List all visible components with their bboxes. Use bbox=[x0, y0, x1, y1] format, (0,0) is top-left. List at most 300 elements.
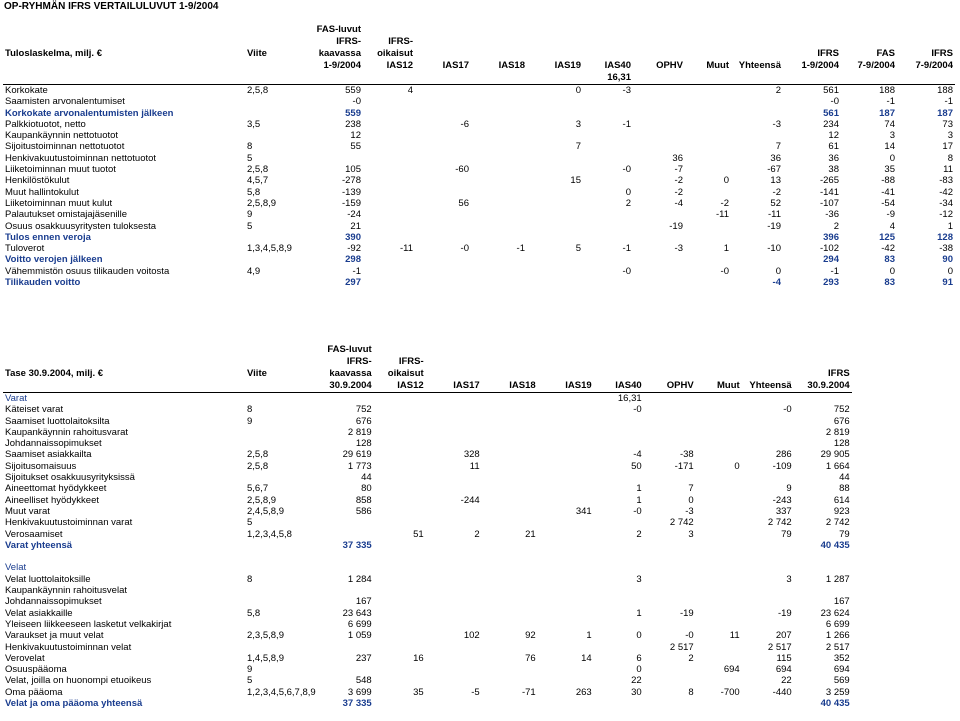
value-cell: 15 bbox=[570, 175, 581, 187]
row-label: Tulos ennen veroja bbox=[5, 231, 91, 243]
income-column-header bbox=[415, 48, 471, 60]
balance-row bbox=[3, 675, 852, 686]
value-cell bbox=[374, 698, 426, 709]
value-cell: 51 bbox=[413, 528, 424, 540]
income-header-row bbox=[3, 36, 955, 48]
value-cell bbox=[482, 608, 538, 619]
value-cell bbox=[426, 483, 482, 494]
income-column-header bbox=[897, 24, 955, 36]
value-cell bbox=[742, 393, 794, 405]
value-cell: 676 bbox=[355, 415, 372, 427]
value-cell: 2 bbox=[625, 197, 631, 209]
note-reference: 8 bbox=[247, 141, 253, 153]
balance-column-header: IFRS- bbox=[398, 356, 424, 367]
balance-column-header bbox=[241, 380, 318, 393]
value-cell: 2 819 bbox=[347, 426, 372, 438]
value-cell bbox=[471, 254, 527, 265]
value-cell bbox=[538, 404, 594, 415]
note-reference: 4,5,7 bbox=[247, 175, 269, 187]
value-cell bbox=[374, 393, 426, 405]
value-cell: 2 bbox=[474, 528, 480, 540]
value-cell bbox=[363, 141, 415, 152]
value-cell bbox=[482, 540, 538, 551]
row-label: Sijoitustoiminnan nettotuotot bbox=[5, 141, 125, 153]
value-cell: 5 bbox=[575, 243, 581, 255]
row-label: Liiketoiminnan muut tuotot bbox=[5, 164, 116, 176]
income-row bbox=[3, 232, 955, 243]
value-cell: 17 bbox=[942, 141, 953, 153]
value-cell bbox=[633, 108, 685, 119]
row-label: Verosaamiset bbox=[5, 528, 63, 540]
value-cell bbox=[696, 540, 742, 551]
value-cell bbox=[538, 461, 594, 472]
value-cell: 2 517 bbox=[767, 641, 792, 653]
value-cell bbox=[696, 653, 742, 664]
value-cell bbox=[685, 254, 731, 265]
balance-row bbox=[3, 529, 852, 540]
income-column-header bbox=[841, 24, 897, 36]
value-cell: 3 bbox=[575, 118, 581, 130]
balance-header-title bbox=[3, 356, 241, 368]
value-cell bbox=[374, 585, 426, 596]
value-cell bbox=[471, 153, 527, 164]
value-cell bbox=[426, 642, 482, 653]
row-label: Muut varat bbox=[5, 505, 50, 517]
value-cell bbox=[374, 642, 426, 653]
value-cell: 105 bbox=[345, 164, 361, 176]
value-cell: -67 bbox=[767, 164, 781, 176]
value-cell: -71 bbox=[521, 686, 536, 698]
value-cell: -102 bbox=[819, 243, 839, 255]
value-cell bbox=[594, 619, 644, 630]
row-label: Korkokate bbox=[5, 85, 48, 96]
note-reference bbox=[241, 232, 307, 243]
value-cell bbox=[527, 254, 583, 265]
balance-row bbox=[3, 540, 852, 551]
value-cell bbox=[538, 664, 594, 675]
value-cell: 3 259 bbox=[825, 686, 850, 698]
value-cell bbox=[374, 540, 426, 551]
value-cell bbox=[633, 266, 685, 277]
income-column-header: IAS19 bbox=[554, 60, 581, 71]
row-label: Tuloverot bbox=[5, 243, 45, 255]
income-column-header bbox=[841, 36, 897, 48]
balance-column-header bbox=[482, 368, 538, 380]
value-cell: 0 bbox=[889, 152, 895, 164]
value-cell: -159 bbox=[341, 197, 361, 209]
income-column-header bbox=[731, 72, 783, 85]
balance-row bbox=[3, 449, 852, 460]
income-row bbox=[3, 266, 955, 277]
value-cell bbox=[415, 108, 471, 119]
income-column-header: IFRS bbox=[931, 48, 953, 59]
note-reference bbox=[241, 540, 318, 551]
value-cell: -6 bbox=[460, 118, 469, 130]
value-cell: -4 bbox=[633, 449, 642, 461]
income-statement-table bbox=[3, 24, 955, 288]
value-cell: 128 bbox=[833, 438, 850, 450]
value-cell bbox=[644, 438, 696, 449]
value-cell: 561 bbox=[823, 107, 839, 119]
note-reference: 2,5,8 bbox=[247, 449, 269, 461]
balance-column-header bbox=[482, 344, 538, 356]
value-cell bbox=[426, 653, 482, 664]
value-cell bbox=[426, 393, 482, 405]
value-cell: -19 bbox=[767, 220, 781, 232]
income-column-header bbox=[685, 48, 731, 60]
balance-row bbox=[3, 427, 852, 438]
value-cell: 36 bbox=[672, 152, 683, 164]
balance-column-header bbox=[742, 344, 794, 356]
value-cell bbox=[363, 175, 415, 186]
row-label: Henkivakuutustoiminnan velat bbox=[5, 641, 132, 653]
income-row bbox=[3, 130, 955, 141]
value-cell bbox=[471, 221, 527, 232]
income-row bbox=[3, 108, 955, 119]
income-column-header: IFRS bbox=[817, 48, 839, 59]
balance-row bbox=[3, 653, 852, 664]
value-cell bbox=[426, 675, 482, 686]
value-cell: 79 bbox=[839, 528, 850, 540]
value-cell bbox=[696, 506, 742, 517]
income-row bbox=[3, 209, 955, 220]
income-header-title bbox=[3, 36, 241, 48]
value-cell bbox=[482, 449, 538, 460]
value-cell: 21 bbox=[350, 220, 361, 232]
value-cell: 858 bbox=[355, 494, 372, 506]
value-cell: 752 bbox=[833, 404, 850, 416]
value-cell bbox=[415, 187, 471, 198]
value-cell: 1 284 bbox=[347, 573, 372, 585]
value-cell: -2 bbox=[674, 186, 683, 198]
note-reference bbox=[241, 108, 307, 119]
value-cell: 263 bbox=[575, 686, 592, 698]
value-cell: 91 bbox=[942, 277, 953, 289]
value-cell bbox=[374, 608, 426, 619]
value-cell: -11 bbox=[399, 243, 413, 255]
value-cell: 561 bbox=[823, 85, 839, 96]
value-cell: -0 bbox=[633, 404, 642, 416]
value-cell: 286 bbox=[775, 449, 792, 461]
balance-column-header: OPHV bbox=[644, 380, 696, 393]
income-header-title bbox=[3, 24, 241, 36]
value-cell: 14 bbox=[884, 141, 895, 153]
balance-header-title: Tase 30.9.2004, milj. € bbox=[5, 368, 104, 379]
income-column-header bbox=[633, 24, 685, 36]
row-label: Varaukset ja muut velat bbox=[5, 630, 104, 642]
value-cell bbox=[415, 85, 471, 97]
value-cell bbox=[538, 517, 594, 528]
value-cell: -19 bbox=[679, 607, 694, 619]
value-cell: 80 bbox=[361, 483, 372, 495]
value-cell bbox=[538, 449, 594, 460]
value-cell: 55 bbox=[350, 141, 361, 153]
value-cell bbox=[538, 596, 594, 607]
value-cell bbox=[685, 221, 731, 232]
value-cell bbox=[644, 562, 696, 573]
note-reference: 8 bbox=[247, 404, 253, 416]
balance-column-header bbox=[742, 368, 794, 380]
value-cell: 11 bbox=[943, 164, 953, 176]
row-label: Liiketoiminnan muut kulut bbox=[5, 197, 113, 209]
value-cell bbox=[644, 427, 696, 438]
value-cell: 52 bbox=[770, 197, 781, 209]
income-column-header: Muut bbox=[706, 60, 729, 71]
value-cell bbox=[415, 221, 471, 232]
income-row bbox=[3, 175, 955, 186]
value-cell: 125 bbox=[879, 231, 895, 243]
value-cell bbox=[415, 277, 471, 288]
value-cell: 694 bbox=[723, 664, 740, 676]
value-cell bbox=[538, 608, 594, 619]
balance-row bbox=[3, 687, 852, 698]
value-cell bbox=[685, 164, 731, 175]
value-cell bbox=[685, 141, 731, 152]
note-reference: 8 bbox=[247, 573, 253, 585]
balance-column-header: IFRS- bbox=[346, 356, 372, 367]
value-cell bbox=[363, 198, 415, 209]
note-reference bbox=[241, 438, 318, 449]
value-cell bbox=[742, 540, 794, 551]
value-cell: -11 bbox=[767, 209, 781, 221]
income-column-header: FAS bbox=[876, 48, 895, 59]
value-cell bbox=[471, 119, 527, 130]
row-label: Saamiset luottolaitoksilta bbox=[5, 415, 110, 427]
note-reference bbox=[241, 277, 307, 288]
value-cell bbox=[594, 585, 644, 596]
value-cell: 923 bbox=[833, 505, 850, 517]
value-cell bbox=[742, 619, 794, 630]
income-row bbox=[3, 164, 955, 175]
balance-header-row bbox=[3, 344, 852, 356]
value-cell bbox=[633, 130, 685, 141]
income-header-title bbox=[3, 60, 241, 72]
value-cell bbox=[374, 483, 426, 494]
value-cell bbox=[538, 427, 594, 438]
value-cell: -4 bbox=[772, 277, 781, 289]
balance-row bbox=[3, 472, 852, 483]
income-column-header bbox=[897, 36, 955, 48]
value-cell bbox=[696, 675, 742, 686]
balance-row bbox=[3, 698, 852, 709]
value-cell bbox=[538, 483, 594, 494]
value-cell bbox=[471, 209, 527, 220]
value-cell bbox=[742, 551, 794, 562]
value-cell bbox=[685, 108, 731, 119]
value-cell bbox=[538, 619, 594, 630]
value-cell: 1 bbox=[636, 483, 642, 495]
value-cell bbox=[644, 416, 696, 427]
income-column-header bbox=[685, 72, 731, 85]
balance-column-header: Muut bbox=[696, 380, 742, 393]
value-cell bbox=[426, 608, 482, 619]
value-cell bbox=[594, 698, 644, 709]
balance-row bbox=[3, 574, 852, 585]
income-column-header: IFRS- bbox=[388, 36, 413, 47]
value-cell bbox=[374, 461, 426, 472]
balance-row bbox=[3, 517, 852, 528]
value-cell bbox=[685, 96, 731, 107]
value-cell bbox=[426, 517, 482, 528]
balance-column-header bbox=[538, 356, 594, 368]
value-cell: 2 742 bbox=[669, 517, 694, 529]
income-column-header bbox=[583, 24, 633, 36]
value-cell: 83 bbox=[884, 277, 895, 289]
value-cell bbox=[538, 495, 594, 506]
income-row bbox=[3, 96, 955, 107]
note-reference bbox=[241, 393, 318, 405]
value-cell bbox=[527, 187, 583, 198]
row-label: Kaupankäynnin nettotuotot bbox=[5, 130, 119, 142]
value-cell bbox=[538, 416, 594, 427]
balance-row bbox=[3, 642, 852, 653]
value-cell: -1 bbox=[516, 243, 525, 255]
value-cell bbox=[644, 596, 696, 607]
value-cell bbox=[696, 551, 742, 562]
value-cell: -41 bbox=[881, 186, 895, 198]
note-reference bbox=[241, 596, 318, 607]
value-cell bbox=[696, 393, 742, 405]
value-cell: 11 bbox=[469, 460, 480, 472]
value-cell bbox=[742, 472, 794, 483]
value-cell bbox=[644, 585, 696, 596]
value-cell: 115 bbox=[776, 652, 792, 664]
value-cell bbox=[538, 585, 594, 596]
row-label: Sijoitukset osakkuusyrityksissä bbox=[5, 472, 135, 484]
value-cell: 4 bbox=[889, 220, 895, 232]
income-column-header bbox=[471, 24, 527, 36]
value-cell bbox=[482, 562, 538, 573]
row-label: Johdannaissopimukset bbox=[5, 596, 102, 608]
value-cell bbox=[482, 517, 538, 528]
income-column-header bbox=[527, 72, 583, 85]
balance-column-header: FAS-luvut bbox=[327, 344, 372, 355]
value-cell: 0 bbox=[636, 664, 642, 676]
balance-row bbox=[3, 664, 852, 675]
value-cell: 38 bbox=[828, 164, 839, 176]
value-cell: 1 664 bbox=[825, 460, 850, 472]
value-cell bbox=[731, 254, 783, 265]
income-column-header bbox=[415, 72, 471, 85]
value-cell bbox=[538, 540, 594, 551]
value-cell: 74 bbox=[884, 118, 895, 130]
balance-column-header bbox=[742, 356, 794, 368]
value-cell bbox=[633, 209, 685, 220]
value-cell bbox=[415, 209, 471, 220]
balance-column-header: IAS18 bbox=[482, 380, 538, 393]
note-reference: 5 bbox=[247, 517, 253, 529]
value-cell bbox=[538, 675, 594, 686]
note-reference bbox=[241, 585, 318, 596]
value-cell bbox=[482, 664, 538, 675]
value-cell: 8 bbox=[947, 152, 953, 164]
value-cell: 73 bbox=[942, 118, 953, 130]
value-cell bbox=[318, 551, 374, 562]
value-cell: -278 bbox=[341, 175, 361, 187]
balance-row bbox=[3, 596, 852, 607]
balance-header-title bbox=[3, 344, 241, 356]
value-cell bbox=[318, 529, 374, 540]
income-row bbox=[3, 153, 955, 164]
value-cell bbox=[594, 416, 644, 427]
value-cell: 1 773 bbox=[347, 460, 372, 472]
balance-column-header bbox=[696, 368, 742, 380]
value-cell: 352 bbox=[833, 652, 850, 664]
income-column-header bbox=[241, 36, 307, 48]
row-label: Käteiset varat bbox=[5, 404, 64, 416]
value-cell bbox=[426, 596, 482, 607]
value-cell: -107 bbox=[819, 197, 839, 209]
income-column-header bbox=[241, 60, 307, 72]
value-cell: 3 bbox=[786, 573, 792, 585]
value-cell bbox=[363, 164, 415, 175]
value-cell: -2 bbox=[772, 186, 781, 198]
value-cell bbox=[415, 175, 471, 186]
balance-column-header bbox=[644, 344, 696, 356]
value-cell bbox=[538, 562, 594, 573]
value-cell: 1 266 bbox=[825, 630, 850, 642]
income-row bbox=[3, 187, 955, 198]
value-cell bbox=[742, 698, 794, 709]
value-cell bbox=[482, 698, 538, 709]
value-cell bbox=[426, 551, 482, 562]
value-cell: 614 bbox=[833, 494, 850, 506]
value-cell: 298 bbox=[345, 254, 361, 266]
note-reference bbox=[241, 562, 318, 573]
value-cell bbox=[538, 642, 594, 653]
value-cell: 187 bbox=[937, 107, 953, 119]
value-cell bbox=[374, 416, 426, 427]
value-cell: -244 bbox=[460, 494, 480, 506]
value-cell bbox=[363, 209, 415, 220]
value-cell: -92 bbox=[347, 243, 361, 255]
row-label: Saamiset asiakkailta bbox=[5, 449, 92, 461]
value-cell bbox=[363, 130, 415, 141]
income-column-header bbox=[415, 36, 471, 48]
value-cell: -0 bbox=[460, 243, 469, 255]
value-cell bbox=[696, 517, 742, 528]
value-cell bbox=[644, 675, 696, 686]
balance-column-header: IAS40 bbox=[594, 380, 644, 393]
value-cell bbox=[426, 427, 482, 438]
income-column-header bbox=[363, 72, 415, 85]
value-cell bbox=[527, 130, 583, 141]
note-reference: 1,2,3,4,5,8 bbox=[247, 528, 292, 540]
balance-column-header: IAS12 bbox=[374, 380, 426, 393]
value-cell: -0 bbox=[622, 164, 631, 176]
value-cell bbox=[415, 130, 471, 141]
note-reference: 2,5,8,9 bbox=[247, 494, 277, 506]
value-cell bbox=[374, 506, 426, 517]
balance-column-header: Viite bbox=[247, 368, 267, 379]
value-cell: -1 bbox=[622, 118, 631, 130]
value-cell: 6 699 bbox=[825, 618, 850, 630]
value-cell: 559 bbox=[345, 107, 361, 119]
income-column-header: 1-9/2004 bbox=[323, 60, 361, 71]
value-cell bbox=[685, 85, 731, 97]
value-cell bbox=[527, 209, 583, 220]
note-reference: 1,3,4,5,8,9 bbox=[247, 243, 292, 255]
value-cell: -9 bbox=[886, 209, 895, 221]
value-cell: -19 bbox=[777, 607, 792, 619]
income-column-header: Yhteensä bbox=[738, 60, 781, 71]
value-cell bbox=[426, 664, 482, 675]
value-cell: 83 bbox=[884, 254, 895, 266]
value-cell bbox=[527, 232, 583, 243]
income-column-header bbox=[783, 72, 841, 85]
value-cell: 36 bbox=[828, 152, 839, 164]
value-cell: 2 742 bbox=[825, 517, 850, 529]
